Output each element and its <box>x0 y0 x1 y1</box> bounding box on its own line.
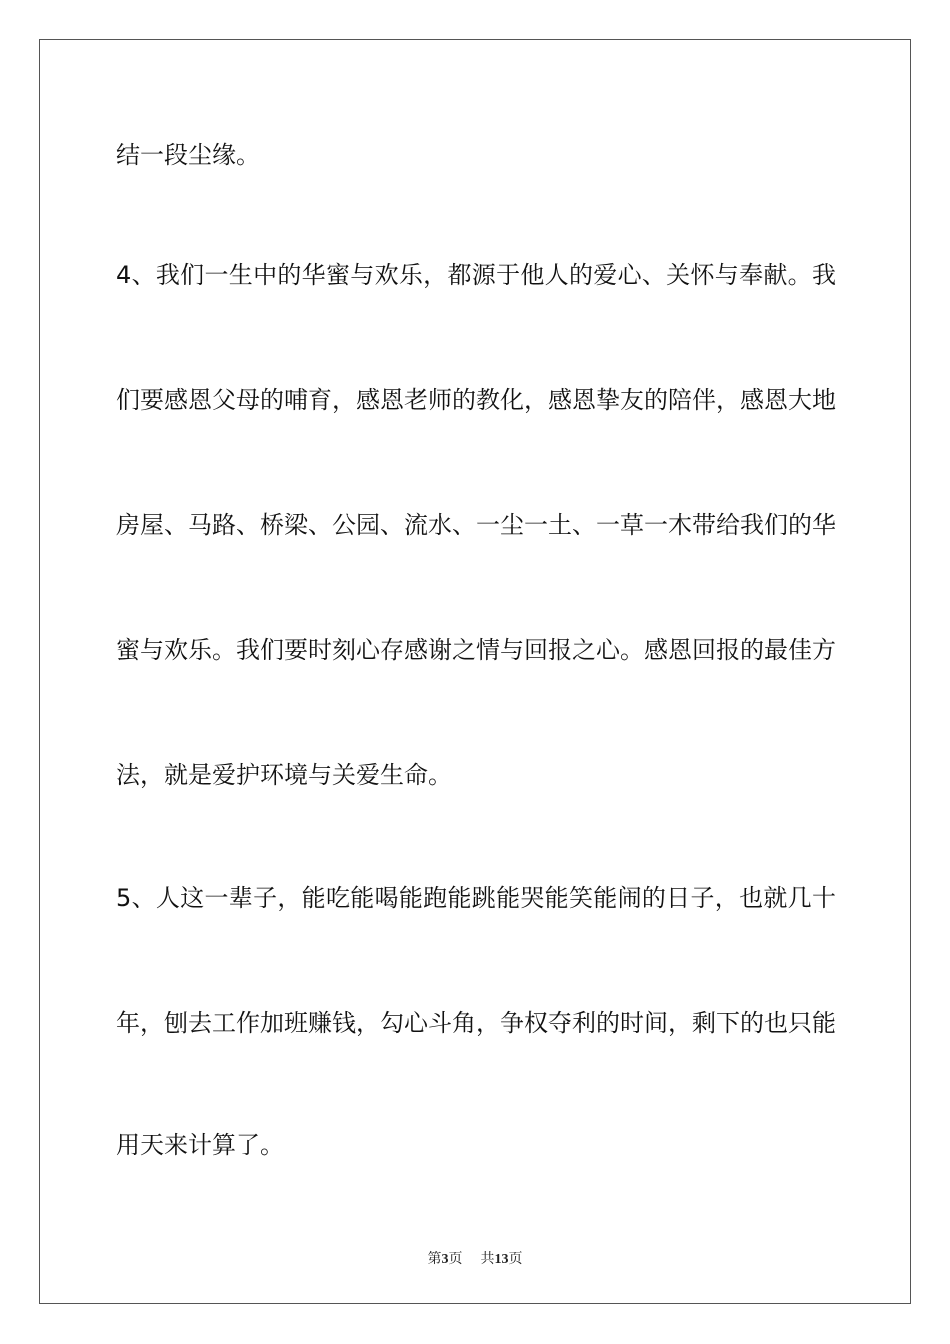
text-line-3: 们要感恩父母的哺育，感恩老师的教化，感恩挚友的陪伴，感恩大地 <box>116 386 836 414</box>
footer-page-number: 3 <box>441 1252 449 1267</box>
text-line-7: 5、人这一辈子，能吃能喝能跑能跳能哭能笑能闹的日子，也就几十 <box>116 884 836 912</box>
text-line-4: 房屋、马路、桥梁、公园、流水、一尘一土、一草一木带给我们的华 <box>116 511 836 539</box>
page-border <box>39 39 911 1304</box>
footer-page-suffix: 页 <box>448 1251 463 1267</box>
footer-total-suffix: 页 <box>508 1251 523 1267</box>
text-line-1: 结一段尘缘。 <box>116 141 260 169</box>
text-line-8: 年，刨去工作加班赚钱，勾心斗角，争权夺利的时间，剩下的也只能 <box>116 1009 836 1037</box>
footer-page-prefix: 第 <box>427 1251 442 1267</box>
page-footer <box>0 1248 950 1268</box>
footer-total-pages: 13 <box>494 1252 509 1267</box>
footer-total-prefix: 共 <box>480 1251 495 1267</box>
text-line-6: 法，就是爱护环境与关爱生命。 <box>116 761 452 789</box>
text-line-9: 用天来计算了。 <box>116 1131 284 1159</box>
text-line-5: 蜜与欢乐。我们要时刻心存感谢之情与回报之心。感恩回报的最佳方 <box>116 636 836 664</box>
text-line-2: 4、我们一生中的华蜜与欢乐，都源于他人的爱心、关怀与奉献。我 <box>116 261 836 289</box>
